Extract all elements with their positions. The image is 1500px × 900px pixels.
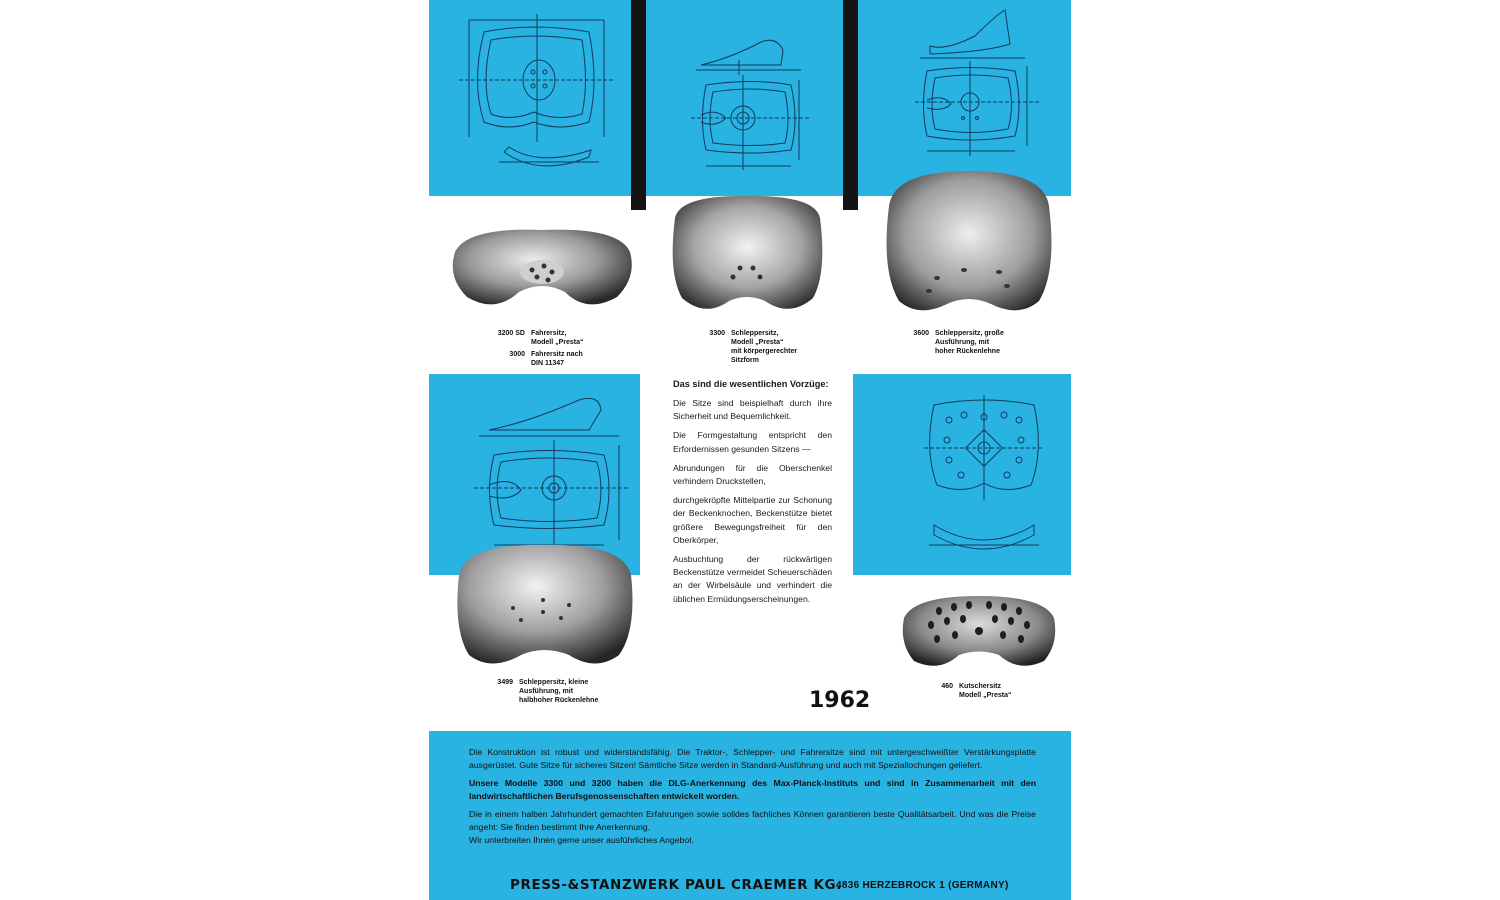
product-description: Schleppersitz, kleine Ausführung, mit halbhoher Rückenlehne bbox=[519, 679, 599, 704]
year-label: 1962 bbox=[809, 688, 871, 713]
caption-3200-3000 bbox=[495, 329, 635, 368]
seat-photo-3200 bbox=[447, 222, 637, 317]
brochure-page bbox=[429, 0, 1071, 900]
company-address: 4836 HERZEBROCK 1 (GERMANY) bbox=[836, 880, 1009, 891]
product-code: 460 bbox=[941, 683, 953, 690]
product-description: Fahrersitz nach DIN 11347 bbox=[531, 351, 583, 367]
bottom-paragraph: Wir unterbreiten Ihnen gerne unser ausführliches Angebot. bbox=[469, 835, 695, 845]
caption-3300 bbox=[695, 329, 835, 365]
caption-3499 bbox=[483, 678, 633, 705]
divider-bar-right bbox=[843, 0, 858, 210]
product-description: Schleppersitz, große Ausführung, mit hoher Rückenlehne bbox=[935, 330, 1004, 355]
features-paragraph: Ausbuchtung der rückwärtigen Beckenstütze vermeidet Scheuerschäden an der Wirbelsäule und verhindert die üblichen Ermüdungserscheinungen. bbox=[673, 554, 832, 604]
bottom-description bbox=[469, 746, 1036, 852]
product-description: Fahrersitz, Modell „Presta“ bbox=[531, 330, 584, 346]
caption-3600 bbox=[899, 329, 1049, 356]
features-heading: Das sind die wesentlichen Vorzüge: bbox=[673, 379, 829, 389]
technical-drawing-3300 bbox=[691, 30, 811, 180]
technical-drawing-460 bbox=[919, 395, 1049, 565]
technical-drawing-3200 bbox=[449, 12, 619, 182]
seat-photo-3300 bbox=[665, 193, 830, 323]
seat-photo-3499 bbox=[451, 540, 637, 675]
divider-bar-left bbox=[631, 0, 646, 210]
product-description: Schleppersitz, Modell „Presta“ mit körpergerechter Sitzform bbox=[731, 330, 798, 364]
product-code: 3200 SD bbox=[497, 330, 525, 337]
product-code: 3300 bbox=[709, 330, 725, 337]
features-paragraph: durchgekröpfte Mittelpartie zur Schonung der Beckenknochen, Beckenstütze bietet größere Bewegungsfreiheit für den Oberkörper, bbox=[673, 495, 832, 545]
bottom-paragraph: Die Konstruktion ist robust und widerstandsfähig. Die Traktor-, Schlepper- und Fahrersitze sind mit untergeschweißter Verstärkungsplatte ausgerüstet. Gute Sitze für sicheres Sitzen! Sämtliche Sitze werden in Standard-Ausführung und auch mit Speziallochungen geliefert. bbox=[469, 747, 1036, 770]
features-paragraph: Abrundungen für die Oberschenkel verhindern Druckstellen, bbox=[673, 462, 832, 487]
features-paragraph: Die Sitze sind beispielhaft durch ihre Sicherheit und Bequemlichkeit. bbox=[673, 398, 832, 422]
caption-460 bbox=[923, 682, 1053, 700]
product-description: Kutschersitz Modell „Presta“ bbox=[959, 683, 1012, 699]
bottom-paragraph-bold: Unsere Modelle 3300 und 3200 haben die DLG-Anerkennung des Max-Planck-Instituts und sind in Zusammenarbeit mit den landwirtschaftlichen Berufsgenossenschaften entwickelt worden. bbox=[469, 778, 1036, 801]
features-text bbox=[673, 378, 832, 612]
seat-photo-3600 bbox=[879, 166, 1059, 326]
product-code: 3499 bbox=[497, 679, 513, 686]
seat-photo-460 bbox=[899, 593, 1059, 673]
product-code: 3000 bbox=[509, 351, 525, 358]
bottom-paragraph: Die in einem halben Jahrhundert gemachten Erfahrungen sowie solides fachliches Können garantieren beste Qualitätsarbeit. Und was die Preise angeht: Sie finden bestimmt Ihre Anerkennung. bbox=[469, 809, 1036, 832]
company-name: PRESS-&STANZWERK PAUL CRAEMER KG. bbox=[510, 877, 842, 893]
technical-drawing-3600 bbox=[915, 6, 1045, 176]
features-paragraph: Die Formgestaltung entspricht den Erfordernissen gesunden Sitzens — bbox=[673, 430, 832, 454]
product-code: 3600 bbox=[913, 330, 929, 337]
